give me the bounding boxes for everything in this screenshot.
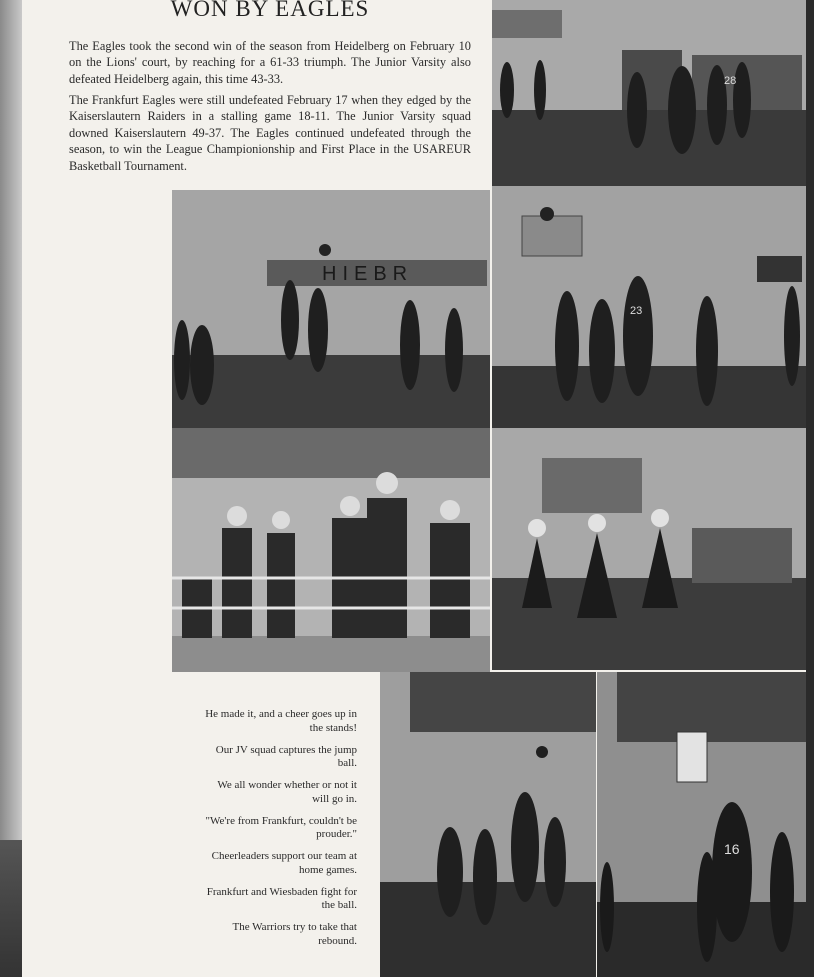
caption-3: We all wonder whether or not it will go in.	[217, 779, 357, 805]
story-paragraph-1: The Eagles took the second win of the season from Heidelberg on February 10 on the Lions' court, by reaching for a 61-33 triumph. The Junior Varsity also defeated Heidelberg again, this time 43-33.	[69, 39, 471, 86]
jersey-number-23: 23	[630, 305, 643, 317]
photo-fans-in-stands	[172, 428, 490, 672]
jersey-number-28: 28	[724, 75, 737, 87]
page-headline: WON BY EAGLES	[170, 0, 370, 21]
caption-4: "We're from Frankfurt, couldn't be prouder."	[205, 814, 357, 840]
caption-6: Frankfurt and Wiesbaden fight for the ball.	[206, 885, 357, 911]
photo-game-action-top	[492, 0, 806, 186]
caption-7: The Warriors try to take that rebound.	[232, 921, 357, 947]
photo-rebound	[597, 672, 806, 977]
photo-captions	[200, 708, 357, 957]
caption-5: Cheerleaders support our team at home games.	[211, 850, 357, 876]
jersey-number-16: 16	[724, 841, 740, 857]
photo-cheerleaders	[492, 428, 806, 670]
photo-game-action-left	[172, 190, 490, 428]
story-paragraph-2: The Frankfurt Eagles were still undefeated February 17 when they edged by the Kaiserslautern Raiders in a stalling game 18-11. The Junior Varsity squad downed Kaiserslautern 49-37. The Eagles continued undefeated through the season, to win the League Championionship and First Place in the USAREUR Basketball Tournament.	[69, 93, 471, 173]
photo-jump-ball	[380, 672, 596, 977]
reader-thumb	[0, 840, 22, 977]
caption-2: Our JV squad captures the jump ball.	[215, 743, 357, 769]
caption-1: He made it, and a cheer goes up in the stands!	[205, 708, 357, 734]
photo-game-action-right	[492, 186, 806, 428]
book-binding	[0, 0, 22, 977]
page-edge	[806, 0, 814, 977]
gym-banner-text: HIEBR	[322, 263, 414, 285]
